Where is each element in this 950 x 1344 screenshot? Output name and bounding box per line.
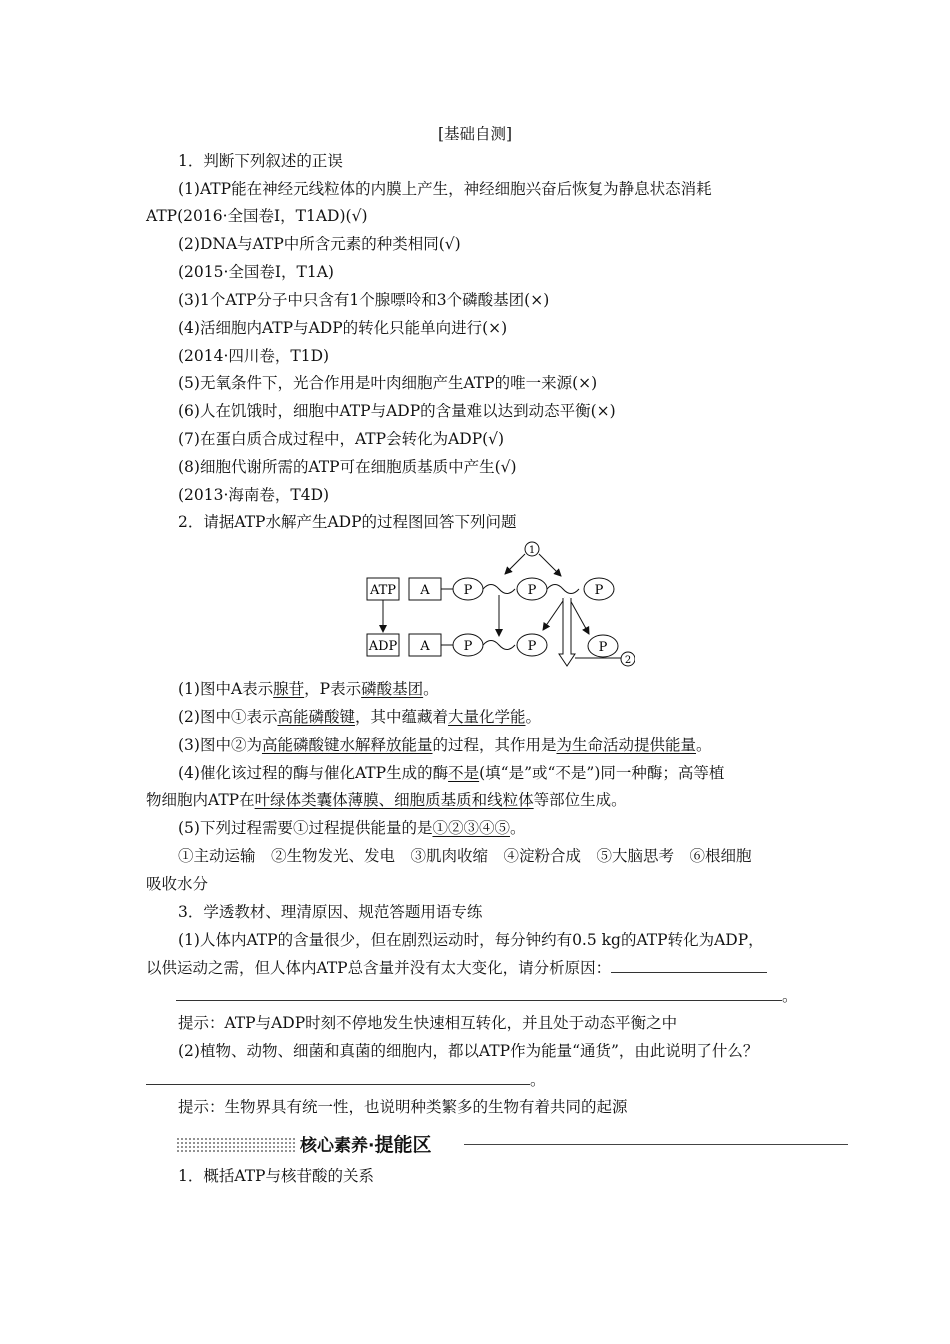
answer-hydrolysis: 高能磷酸键水解释放能量 <box>261 736 433 754</box>
adenosine-label-top: A <box>420 583 430 598</box>
answer-organelles: 叶绿体类囊体薄膜、细胞质基质和线粒体 <box>254 791 534 809</box>
phosphate-label-1-bottom: P <box>463 639 473 654</box>
energy-release-arrow <box>559 598 575 666</box>
question-2-title: 2．请据ATP水解产生ADP的过程图回答下列问题 <box>178 513 517 531</box>
core-question-1: 1．概括ATP与核苷酸的关系 <box>178 1167 374 1185</box>
section-header: [基础自测] <box>437 125 513 143</box>
marker-1-label: 1 <box>528 545 536 556</box>
q3-part-1: (1)人体内ATP的含量很少，但在剧烈运动时，每分钟约有0.5 kg的ATP转化为ADP， <box>178 931 764 949</box>
q3-blank-line-1: 。 <box>176 985 798 1006</box>
adenosine-label-bottom: A <box>420 639 430 654</box>
q1-item-4: (4)活细胞内ATP与ADP的转化只能单向进行(×) <box>178 319 508 337</box>
phosphate-label-1-top: P <box>463 583 473 598</box>
section-banner <box>176 1133 848 1157</box>
banner-rule <box>464 1144 848 1145</box>
q2-sub-3: (3)图中②为高能磷酸键水解释放能量的过程，其作用是为生命活动提供能量。 <box>178 736 712 754</box>
q1-source-4: (2014·四川卷，T1D) <box>178 347 330 365</box>
q2-options-cont: 吸收水分 <box>146 875 209 893</box>
q1-source-2: (2015·全国卷Ⅰ，T1A) <box>178 263 334 281</box>
answer-chemical-energy: 大量化学能 <box>448 708 526 726</box>
answer-phosphate-group: 磷酸基团 <box>361 680 424 698</box>
q1-source-8: (2013·海南卷，T4D) <box>178 486 330 504</box>
answer-blank-1b[interactable] <box>176 985 782 1001</box>
q1-item-1: (1)ATP能在神经元线粒体的内膜上产生，神经细胞兴奋后恢复为静息状态消耗 <box>178 180 712 198</box>
answer-blank-2[interactable] <box>146 1069 530 1085</box>
q1-item-7: (7)在蛋白质合成过程中，ATP会转化为ADP(√) <box>178 430 505 448</box>
high-energy-bond-2 <box>547 585 579 594</box>
q1-item-2: (2)DNA与ATP中所含元素的种类相同(√) <box>178 235 461 253</box>
q1-item-6: (6)人在饥饿时，细胞中ATP与ADP的含量难以达到动态平衡(×) <box>178 402 616 420</box>
question-1-title: 1．判断下列叙述的正误 <box>178 152 343 170</box>
q1-item-1-cont: ATP(2016·全国卷Ⅰ，T1AD)(√) <box>146 207 368 225</box>
phosphate-label-3-top: P <box>594 583 604 598</box>
phosphate-label-2-bottom: P <box>527 639 537 654</box>
section-banner-title: 核心素养·提能区 <box>300 1134 432 1156</box>
q3-hint-2: 提示：生物界具有统一性，也说明种类繁多的生物有着共同的起源 <box>178 1098 628 1116</box>
q3-hint-1: 提示：ATP与ADP时刻不停地发生快速相互转化，并且处于动态平衡之中 <box>178 1014 678 1032</box>
adp-label: ADP <box>368 639 398 654</box>
q3-blank-line-2: 。 <box>146 1069 546 1090</box>
question-3-title: 3．学透教材、理清原因、规范答题用语专练 <box>178 903 483 921</box>
answer-adenosine: 腺苷 <box>273 680 305 698</box>
answer-blank-1a[interactable] <box>611 957 767 973</box>
q2-sub-4-cont: 物细胞内ATP在叶绿体类囊体薄膜、细胞质基质和线粒体等部位生成。 <box>146 791 627 809</box>
atp-hydrolysis-diagram <box>365 540 635 684</box>
q2-sub-5: (5)下列过程需要①过程提供能量的是①②③④⑤。 <box>178 819 526 837</box>
q1-item-8: (8)细胞代谢所需的ATP可在细胞质基质中产生(√) <box>178 458 517 476</box>
banner-dots <box>176 1137 296 1153</box>
q2-sub-4: (4)催化该过程的酶与催化ATP生成的酶不是(填“是”或“不是”)同一种酶；高等植 <box>178 764 725 782</box>
high-energy-bond-1 <box>483 585 515 594</box>
q2-sub-1: (1)图中A表示腺苷，P表示磷酸基团。 <box>178 680 439 698</box>
q2-options: ①主动运输 ②生物发光、发电 ③肌肉收缩 ④淀粉合成 ⑤大脑思考 ⑥根细胞 <box>178 847 752 865</box>
q2-sub-2: (2)图中①表示高能磷酸键，其中蕴藏着大量化学能。 <box>178 708 542 726</box>
marker-2-label: 2 <box>624 655 632 666</box>
answer-not-same: 不是 <box>448 764 480 782</box>
q1-item-5: (5)无氧条件下，光合作用是叶肉细胞产生ATP的唯一来源(×) <box>178 374 598 392</box>
q3-part-1-cont: 以供运动之需，但人体内ATP总含量并没有太大变化，请分析原因： <box>146 957 767 978</box>
answer-provide-energy: 为生命活动提供能量 <box>556 736 697 754</box>
released-phosphate-label: P <box>598 640 608 655</box>
q1-item-3: (3)1个ATP分子中只含有1个腺嘌呤和3个磷酸基团(×) <box>178 291 550 309</box>
atp-label: ATP <box>369 583 397 598</box>
phosphate-label-2-top: P <box>527 583 537 598</box>
q3-part-2: (2)植物、动物、细菌和真菌的细胞内，都以ATP作为能量“通货”，由此说明了什么？ <box>178 1042 759 1060</box>
answer-high-energy-bond: 高能磷酸键 <box>277 708 355 726</box>
answer-processes: ①②③④⑤ <box>432 819 510 837</box>
